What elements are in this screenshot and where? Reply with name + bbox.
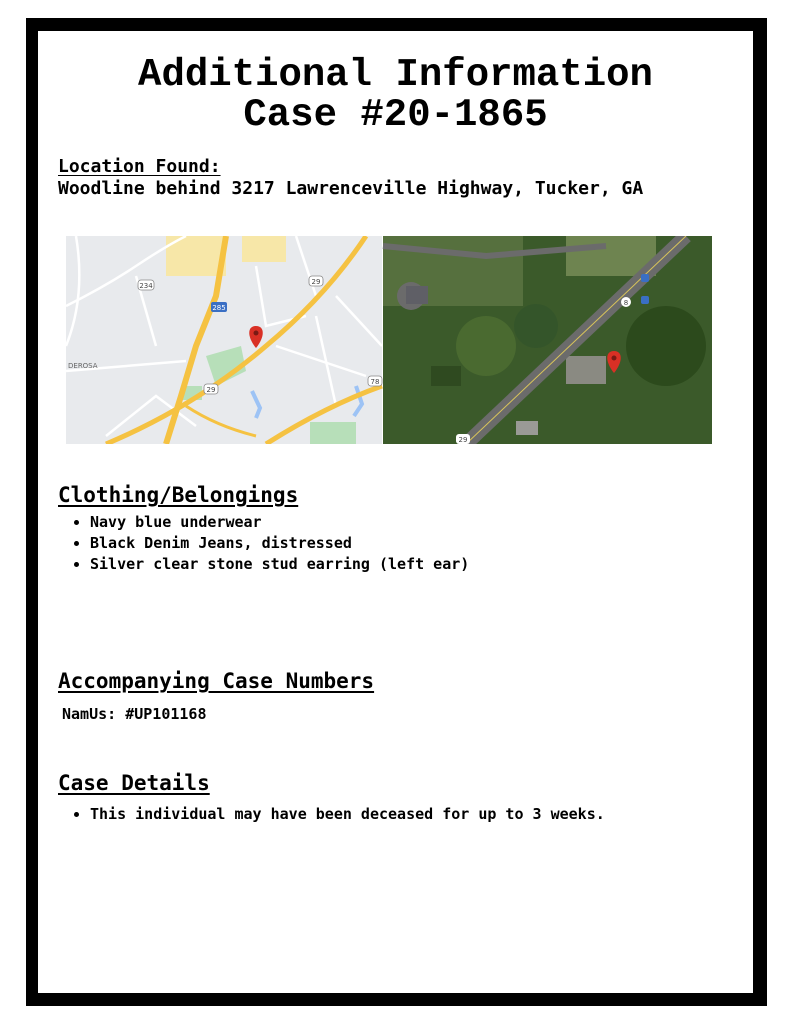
location-label: Location Found: bbox=[58, 156, 221, 177]
location-maps bbox=[66, 236, 712, 444]
location-text: Woodline behind 3217 Lawrenceville Highway, Tucker, GA bbox=[58, 178, 644, 199]
svg-text:8: 8 bbox=[623, 299, 629, 307]
route-8-marker bbox=[621, 297, 631, 307]
list-item: • This individual may have been deceased for up to 3 weeks. bbox=[90, 804, 605, 825]
svg-text:29: 29 bbox=[206, 386, 216, 394]
document-page bbox=[38, 31, 753, 993]
satellite-map bbox=[383, 236, 712, 444]
case-details-list bbox=[58, 804, 605, 825]
derosa-label: DEROSA bbox=[68, 362, 98, 370]
route-29-shield bbox=[309, 276, 323, 286]
clothing-heading: Clothing/Belongings bbox=[58, 483, 299, 507]
svg-text:78: 78 bbox=[370, 378, 380, 386]
route-29-marker bbox=[456, 434, 470, 444]
case-numbers-heading: Accompanying Case Numbers bbox=[58, 669, 375, 693]
route-234-shield bbox=[138, 280, 154, 290]
svg-text:29: 29 bbox=[458, 436, 468, 444]
list-item: • Navy blue underwear bbox=[90, 512, 469, 533]
title-line-1: Additional Information bbox=[138, 53, 653, 97]
list-item: • Silver clear stone stud earring (left ear) bbox=[90, 554, 469, 575]
svg-text:234: 234 bbox=[139, 282, 153, 290]
namus-number: NamUs: #UP101168 bbox=[62, 705, 207, 723]
street-map bbox=[66, 236, 382, 444]
svg-text:29: 29 bbox=[311, 278, 321, 286]
clothing-list bbox=[58, 512, 469, 575]
route-29-shield-lower bbox=[204, 384, 218, 394]
svg-text:285: 285 bbox=[212, 304, 226, 312]
bus-stop-icon bbox=[641, 274, 649, 282]
title-line-2: Case #20-1865 bbox=[243, 93, 548, 137]
case-details-heading: Case Details bbox=[58, 771, 210, 795]
interstate-285-shield bbox=[211, 302, 227, 312]
list-item: • Black Denim Jeans, distressed bbox=[90, 533, 469, 554]
page-title bbox=[38, 55, 753, 135]
bus-stop-icon bbox=[641, 296, 649, 304]
route-78-shield bbox=[368, 376, 382, 386]
